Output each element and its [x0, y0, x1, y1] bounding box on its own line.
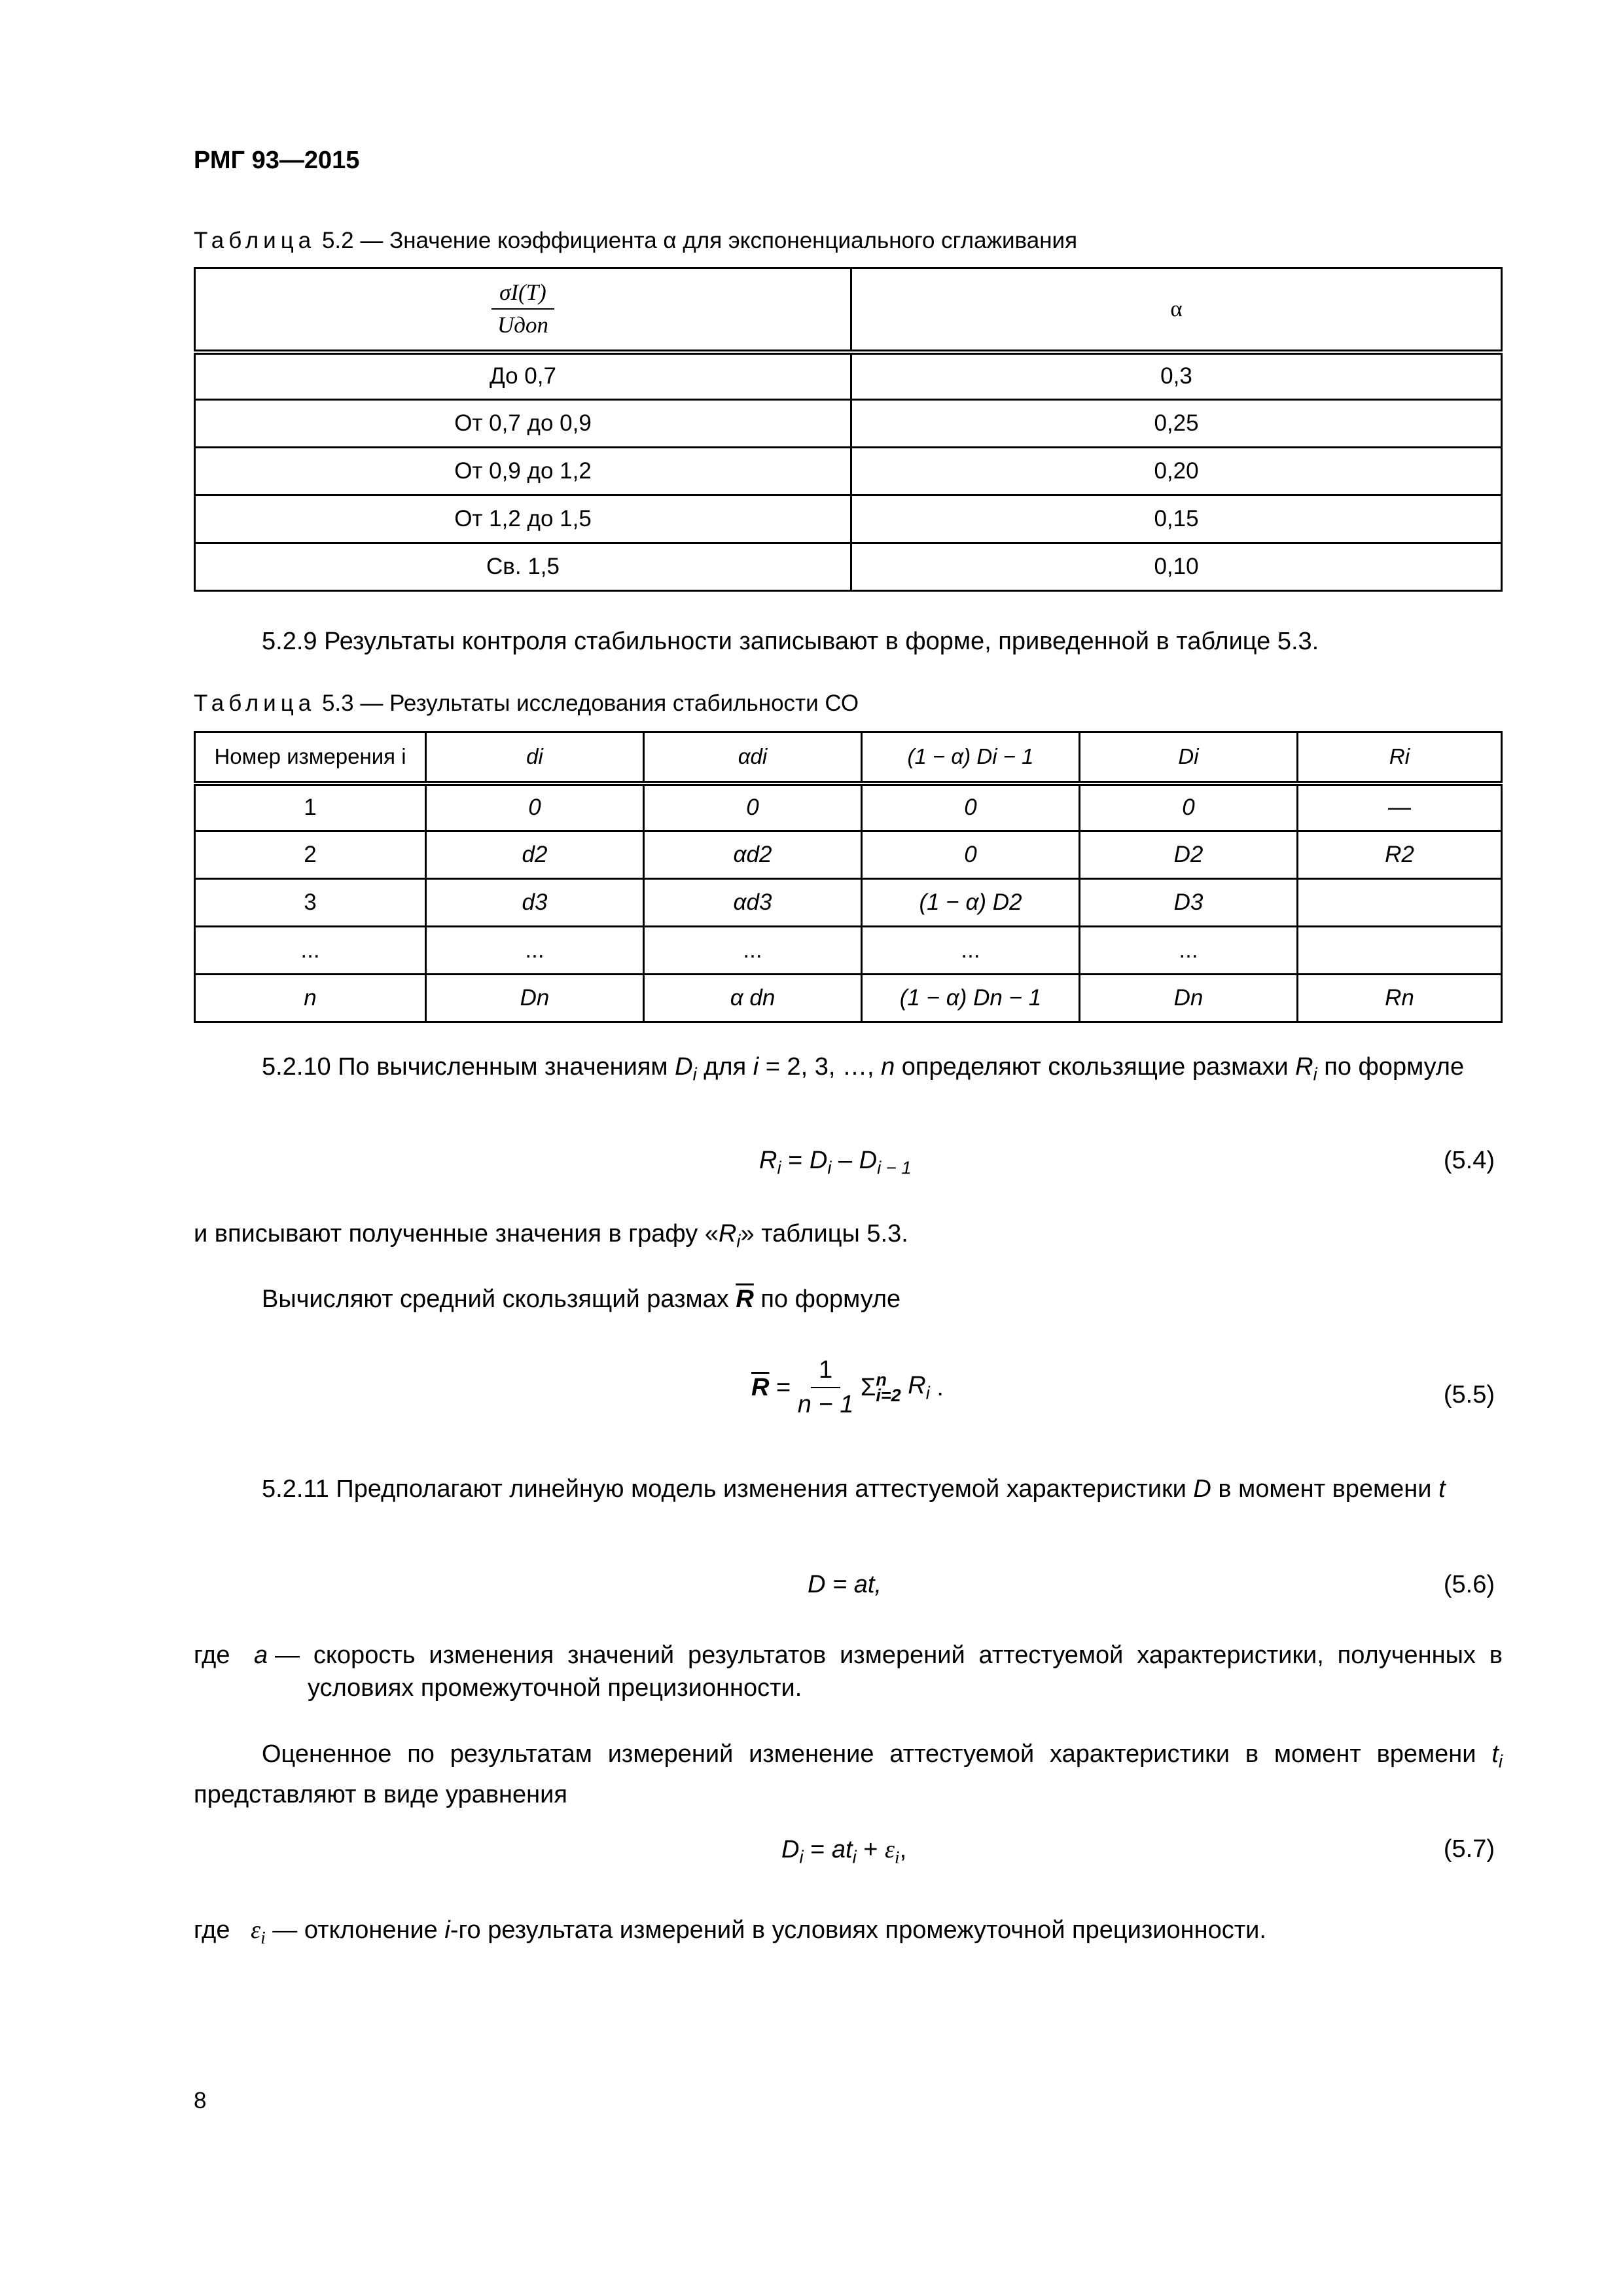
math-symbol: $\overline{R}$: [736, 1285, 754, 1313]
equation-number: (5.4): [1443, 1147, 1495, 1174]
paragraph-5-2-9: 5.2.9 Результаты контроля стабильности записывают в форме, приведенной в таблице 5.3.: [262, 628, 1319, 655]
table-cell: —: [1298, 783, 1502, 831]
table-caption-text: 5.2 — Значение коэффициента α для экспоненциального сглаживания: [321, 228, 1078, 253]
table-caption-prefix: Таблица: [194, 691, 316, 716]
math-symbol: $R_i$: [718, 1220, 741, 1251]
text-run: в момент времени: [1211, 1475, 1439, 1503]
table-row: [195, 975, 1502, 1022]
equation-5-4: $R_i = D_i - D_{i - 1}$: [759, 1147, 912, 1178]
header-ratio-cell: [195, 268, 851, 352]
text-run: — отклонение: [265, 1916, 445, 1944]
paragraph-after-5-4: [194, 1217, 908, 1258]
table-cell: 0,25: [851, 400, 1502, 448]
where-word: где: [194, 1641, 230, 1669]
where-epsilon: [194, 1914, 1266, 1954]
table-cell: [1298, 927, 1502, 975]
document-code: РМГ 93—2015: [194, 147, 360, 174]
table-cell: 0: [426, 783, 644, 831]
table-row: [195, 495, 1502, 543]
text-run: Оцененное по результатам измерений изменение аттестуемой характеристики в момент времени: [262, 1740, 1492, 1768]
table-cell: До 0,7: [195, 352, 851, 400]
text-run: определяют скользящие размахи: [895, 1053, 1296, 1081]
table-header-row: [195, 732, 1502, 783]
header-alpha-cell: α: [851, 268, 1502, 352]
table-5-3: [194, 731, 1503, 1023]
math-symbol: t: [1438, 1475, 1446, 1503]
text-run: Вычисляют средний скользящий размах: [262, 1285, 736, 1313]
table-cell: [1298, 879, 1502, 927]
table-caption-text: 5.3 — Результаты исследования стабильности СО: [321, 691, 859, 716]
header-cell: di: [426, 732, 644, 783]
text-run: = 2, 3, …,: [758, 1053, 882, 1081]
table-cell: 0: [862, 831, 1080, 879]
header-cell: αdi: [644, 732, 862, 783]
table-cell: ...: [195, 927, 426, 975]
fraction-numerator: 1: [811, 1356, 840, 1388]
table-cell: Dn: [426, 975, 644, 1022]
page-number: 8: [194, 2088, 207, 2113]
math-symbol: $\varepsilon_i$: [251, 1916, 266, 1948]
equation-number: (5.5): [1443, 1381, 1495, 1408]
math-symbol: $\overline{R}$: [751, 1373, 770, 1401]
fraction: [798, 1356, 854, 1419]
text-run: » таблицы 5.3.: [740, 1220, 908, 1247]
table-cell: 0: [644, 783, 862, 831]
table-cell: ...: [426, 927, 644, 975]
table-row: [195, 352, 1502, 400]
table-cell: Rn: [1298, 975, 1502, 1022]
table-cell: 3: [195, 879, 426, 927]
table-cell: α dn: [644, 975, 862, 1022]
table-cell: R2: [1298, 831, 1502, 879]
table-5-2-caption: [194, 228, 1077, 254]
text-run: представляют в виде уравнения: [194, 1780, 567, 1808]
text-run: 5.2.10 По вычисленным значениям: [262, 1053, 675, 1081]
math-symbol: i: [753, 1053, 759, 1081]
text-run: 5.2.11 Предполагают линейную модель изменения аттестуемой характеристики: [262, 1475, 1194, 1503]
table-cell: 0: [1080, 783, 1298, 831]
table-cell: (1 − α) D2: [862, 879, 1080, 927]
table-5-3-caption: [194, 691, 859, 717]
equation-5-7: $D_i = at_i + \varepsilon_i$,: [781, 1836, 907, 1867]
table-cell: Св. 1,5: [195, 543, 851, 591]
text-run: -го результата измерений в условиях промежуточной прецизионности.: [450, 1916, 1266, 1944]
equation-number: (5.7): [1443, 1835, 1495, 1863]
math-symbol: a: [254, 1641, 268, 1669]
table-row: [195, 448, 1502, 495]
math-symbol: $R_i$: [1295, 1053, 1317, 1085]
paragraph-estimate: [194, 1738, 1503, 1811]
paragraph-5-2-10: [194, 1050, 1503, 1091]
equation-number: (5.6): [1443, 1571, 1495, 1598]
math-symbol: D: [1193, 1475, 1211, 1503]
equation-5-6: D = at,: [808, 1571, 882, 1598]
table-cell: (1 − α) Dn − 1: [862, 975, 1080, 1022]
table-caption-prefix: Таблица: [194, 228, 316, 253]
table-cell: От 1,2 до 1,5: [195, 495, 851, 543]
table-cell: ...: [644, 927, 862, 975]
where-a: [194, 1639, 1503, 1704]
table-header-row: [195, 268, 1502, 352]
table-cell: ...: [1080, 927, 1298, 975]
table-row: [195, 400, 1502, 448]
paragraph-rbar: [262, 1283, 901, 1316]
text-run: и вписывают полученные значения в графу «: [194, 1220, 719, 1247]
ratio-fraction: [491, 279, 554, 338]
table-cell: 0,20: [851, 448, 1502, 495]
paragraph-5-2-11: [194, 1473, 1503, 1505]
table-cell: 1: [195, 783, 426, 831]
equation-5-5: $\overline{R}$ = $\frac{1}{n - 1}$ Σ n i=2 $R_i$ .: [751, 1356, 944, 1418]
header-cell: Номер измерения i: [195, 732, 426, 783]
math-symbol: n: [881, 1053, 895, 1081]
table-cell: 0: [862, 783, 1080, 831]
text-run: по формуле: [1317, 1053, 1465, 1081]
table-cell: От 0,7 до 0,9: [195, 400, 851, 448]
table-row: [195, 831, 1502, 879]
text-run: для: [696, 1053, 753, 1081]
math-symbol: $D_i$: [675, 1053, 697, 1085]
header-cell: Di: [1080, 732, 1298, 783]
table-row: [195, 879, 1502, 927]
table-row: [195, 543, 1502, 591]
table-cell: 0,3: [851, 352, 1502, 400]
table-row: [195, 927, 1502, 975]
table-cell: От 0,9 до 1,2: [195, 448, 851, 495]
table-cell: D3: [1080, 879, 1298, 927]
table-cell: 2: [195, 831, 426, 879]
table-cell: 0,15: [851, 495, 1502, 543]
fraction-denominator: Uдоп: [497, 312, 548, 338]
table-cell: αd2: [644, 831, 862, 879]
table-cell: Dn: [1080, 975, 1298, 1022]
table-cell: n: [195, 975, 426, 1022]
fraction-numerator: σI(T): [491, 279, 554, 310]
text-run: по формуле: [753, 1285, 901, 1313]
fraction-denominator: n − 1: [797, 1391, 854, 1418]
header-cell: Ri: [1298, 732, 1502, 783]
header-cell: (1 − α) Di − 1: [862, 732, 1080, 783]
table-5-2: [194, 267, 1503, 592]
table-cell: ...: [862, 927, 1080, 975]
table-cell: d2: [426, 831, 644, 879]
math-symbol: i: [444, 1916, 450, 1944]
table-row: [195, 783, 1502, 831]
table-cell: 0,10: [851, 543, 1502, 591]
where-word: где: [194, 1916, 230, 1944]
where-text: — скорость изменения значений результатов измерений аттестуемой характеристики, полученных в условиях промежуточной прецизионности.: [275, 1641, 1503, 1702]
table-cell: d3: [426, 879, 644, 927]
table-cell: D2: [1080, 831, 1298, 879]
table-cell: αd3: [644, 879, 862, 927]
math-symbol: $t_i$: [1491, 1740, 1503, 1772]
